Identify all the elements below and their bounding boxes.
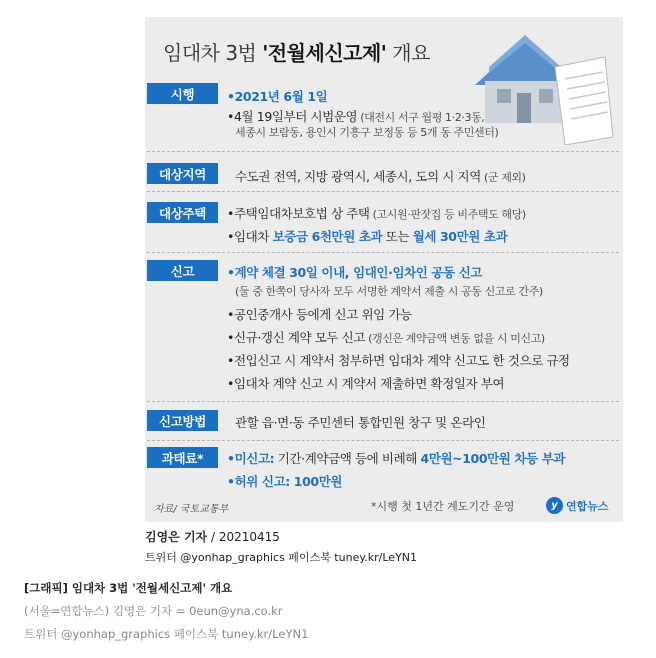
housing-line-1 (227, 204, 526, 222)
divider (147, 151, 619, 152)
effective-date: 2021년 6월 1일 (234, 89, 328, 104)
report-deadline: 계약 체결 30일 이내, 임대인·임차인 공동 신고 (234, 265, 483, 280)
target-region-text: 수도권 전역, 지방 광역시, 세종시, 도의 시 지역 (235, 169, 481, 184)
penalty-false: 허위 신고: (234, 474, 290, 489)
housing-detail: (고시원·판잣집 등 비주택도 해당) (369, 208, 526, 221)
report-renewal: 신규·갱신 계약 모두 신고 (233, 330, 366, 345)
label-penalty: 과태료* (147, 447, 218, 468)
pilot-detail: (대전시 서구 월평 1·2·3동, (357, 111, 485, 124)
bullet: • (227, 353, 234, 368)
penalty-line-1 (227, 449, 565, 467)
report-line-5 (227, 351, 570, 369)
housing-rent: 월세 30만원 초과 (412, 229, 508, 244)
bullet: • (227, 89, 235, 104)
label-target-housing: 대상주택 (147, 202, 218, 223)
divider (147, 401, 619, 402)
title-quote-open: ' (262, 41, 268, 65)
housing-line-2 (227, 227, 507, 245)
yonhap-logo (546, 497, 609, 514)
bullet: • (227, 330, 234, 345)
penalty-false-amount: 100만원 (289, 474, 343, 489)
title-suffix: 개요 (386, 41, 430, 65)
divider (147, 440, 619, 441)
bullet: • (227, 229, 234, 244)
report-move-in: 전입신고 시 계약서 첨부하면 임대차 계약 신고도 한 것으로 규정 (233, 353, 570, 368)
penalty-proportional: 기간·계약금액 등에 비례해 (274, 451, 421, 466)
source-text: 자료/ 국토교통부 (154, 504, 229, 515)
label-report-method: 신고방법 (147, 410, 218, 431)
title-bold: 전월세신고제 (267, 41, 381, 65)
effective-date-line (227, 87, 327, 105)
divider (147, 252, 619, 253)
report-line-1 (227, 263, 482, 281)
bullet: • (227, 376, 234, 391)
bullet: • (227, 109, 234, 124)
report-renewal-detail: (갱신은 계약금액 변동 없을 시 미신고) (365, 332, 545, 345)
method-line (235, 413, 485, 431)
bullet: • (227, 307, 234, 322)
title-quote-close: ' (380, 41, 387, 65)
label-target-region: 대상지역 (147, 163, 218, 184)
pilot-detail-text: 세종시 보람동, 용인시 기흥구 보정동 등 5개 동 주민센터) (235, 126, 499, 139)
report-line-6 (227, 374, 504, 392)
bullet: • (227, 265, 235, 280)
bullet: • (227, 451, 235, 466)
housing-text: 주택임대차보호법 상 주택 (233, 206, 370, 221)
pilot-line (227, 107, 484, 125)
footer-title: [그래픽] 임대차 3법 '전월세신고제' 개요 (24, 581, 233, 595)
report-line-2 (235, 283, 543, 299)
footer-credit: (서울=연합뉴스) 김영은 기자 = 0eun@yna.co.kr (24, 604, 283, 618)
infographic-title (163, 37, 430, 66)
target-region-line (235, 167, 526, 185)
label-report: 신고 (147, 260, 218, 281)
divider (147, 191, 619, 192)
penalty-range: 4만원~100만원 차등 부과 (420, 451, 566, 466)
yonhap-logo-text: 연합뉴스 (566, 499, 609, 513)
title-prefix: 임대차 3법 (163, 41, 263, 65)
caption-author: 김영은 기자 (145, 530, 208, 544)
report-fixed-date: 임대차 계약 신고 시 계약서 제출하면 확정일자 부여 (233, 376, 505, 391)
target-region-detail: (군 제외) (480, 171, 526, 184)
caption-social: 트위터 @yonhap_graphics 페이스북 tuney.kr/LeYN1 (145, 551, 418, 564)
housing-deposit: 보증금 6천만원 초과 (272, 229, 383, 244)
pilot-detail-2 (235, 124, 498, 140)
report-line-4 (227, 328, 545, 346)
report-line-3 (227, 305, 412, 323)
bullet: • (227, 206, 234, 221)
yonhap-logo-icon: y (546, 497, 563, 514)
penalty-unreported: 미신고: (234, 451, 275, 466)
caption-author-line (145, 528, 280, 545)
infographic-panel (145, 17, 623, 522)
grace-period-note: *시행 첫 1년간 계도기간 운영 (371, 500, 515, 513)
housing-prefix: 임대차 (233, 229, 273, 244)
pilot-text: 4월 19일부터 시범운영 (233, 109, 358, 124)
bullet: • (227, 474, 235, 489)
housing-or: 또는 (382, 229, 413, 244)
label-effective-date: 시행 (147, 83, 218, 104)
footer-social: 트위터 @yonhap_graphics 페이스북 tuney.kr/LeYN1 (24, 627, 309, 641)
penalty-line-2 (227, 472, 342, 490)
report-delegation: 공인중개사 등에게 신고 위임 가능 (233, 307, 412, 322)
method-text: 관할 읍·면·동 주민센터 통합민원 창구 및 온라인 (235, 415, 486, 430)
report-joint-note: (둘 중 한쪽이 당사자 모두 서명한 계약서 제출 시 공동 신고로 간주) (235, 285, 543, 298)
caption-date: / 20210415 (207, 530, 280, 544)
